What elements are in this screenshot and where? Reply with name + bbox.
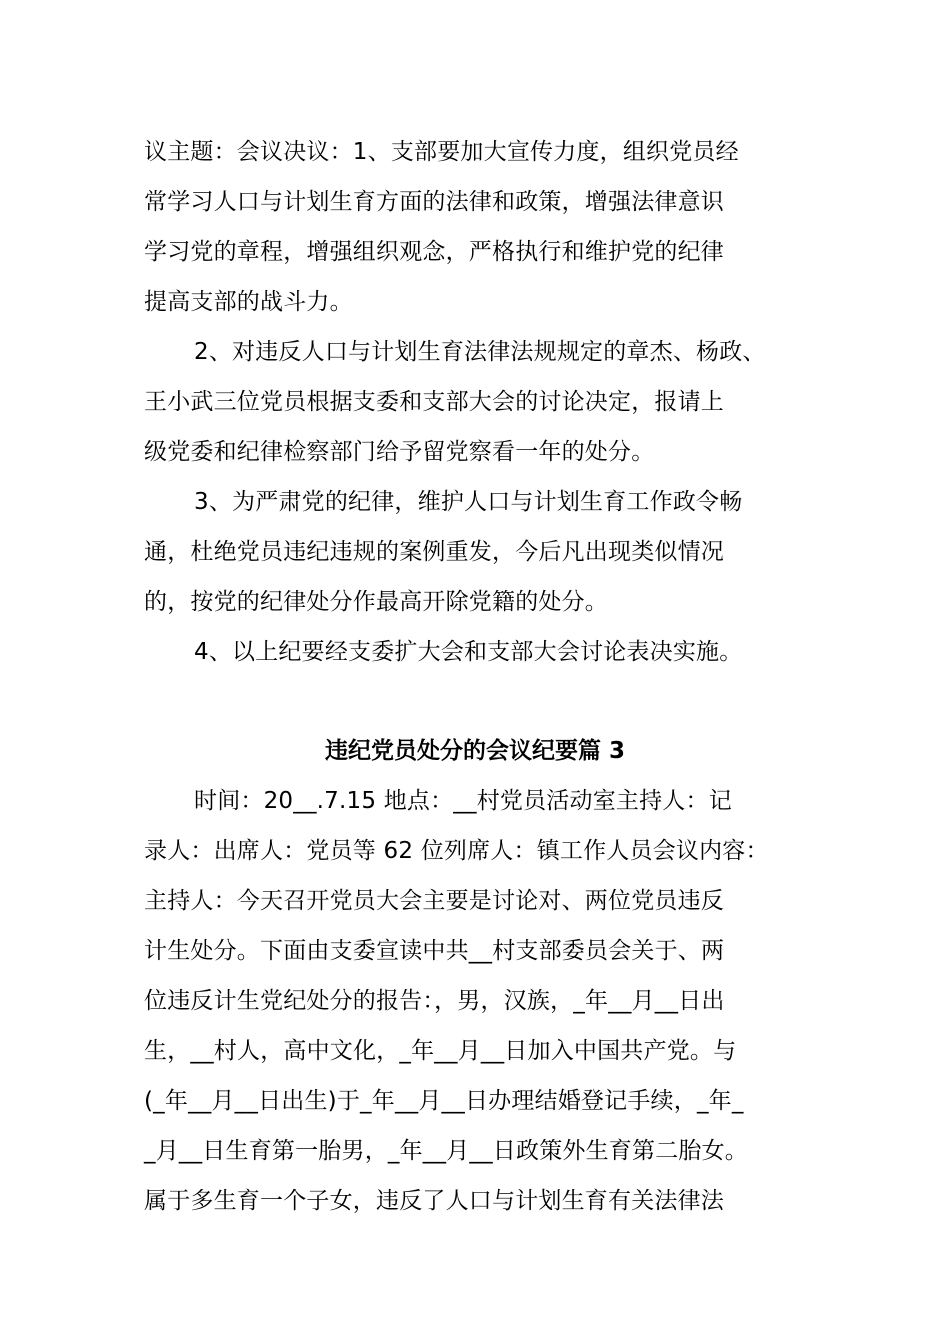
body-text-line: 主持人：今天召开党员大会主要是讨论对、两位党员违反 xyxy=(144,888,724,914)
body-text-line: _月__日生育第一胎男，_年__月__日政策外生育第二胎女。 xyxy=(144,1138,748,1164)
body-text-line: 通，杜绝党员违纪违规的案例重发，今后凡出现类似情况 xyxy=(144,539,724,565)
body-text-line: 3、为严肃党的纪律，维护人口与计划生育工作政令畅 xyxy=(194,489,743,515)
body-text-line: 2、对违反人口与计划生育法律法规规定的章杰、杨政、 xyxy=(194,339,766,365)
body-text-line: 时间：20__.7.15 地点：__村党员活动室主持人：记 xyxy=(194,788,732,814)
body-text-line: 生，__村人，高中文化，_年__月__日加入中国共产党。与 xyxy=(144,1038,737,1064)
body-text-line: 计生处分。下面由支委宣读中共__村支部委员会关于、两 xyxy=(144,938,725,964)
section-heading: 违纪党员处分的会议纪要篇 3 xyxy=(324,738,625,764)
body-text-line: 王小武三位党员根据支委和支部大会的讨论决定，报请上 xyxy=(144,389,724,415)
body-text-line: 级党委和纪律检察部门给予留党察看一年的处分。 xyxy=(144,439,655,465)
body-text-line: 属于多生育一个子女，违反了人口与计划生育有关法律法 xyxy=(144,1188,724,1214)
body-text-line: 的，按党的纪律处分作最高开除党籍的处分。 xyxy=(144,589,608,615)
body-text-line: 学习党的章程，增强组织观念，严格执行和维护党的纪律 xyxy=(144,239,724,265)
body-text-line: 议主题：会议决议：1、支部要加大宣传力度，组织党员经 xyxy=(144,139,739,165)
body-text-line: 录人：出席人：党员等 62 位列席人：镇工作人员会议内容： xyxy=(144,838,769,864)
body-text-line: 常学习人口与计划生育方面的法律和政策，增强法律意识 xyxy=(144,189,724,215)
body-text-line: 4、以上纪要经支委扩大会和支部大会讨论表决实施。 xyxy=(194,639,743,665)
body-text-line: (_年__月__日出生)于_年__月__日办理结婚登记手续，_年_ xyxy=(144,1088,744,1114)
body-text-line: 位违反计生党纪处分的报告：，男，汉族，_年__月__日出 xyxy=(144,988,725,1014)
body-text-line: 提高支部的战斗力。 xyxy=(144,289,353,315)
